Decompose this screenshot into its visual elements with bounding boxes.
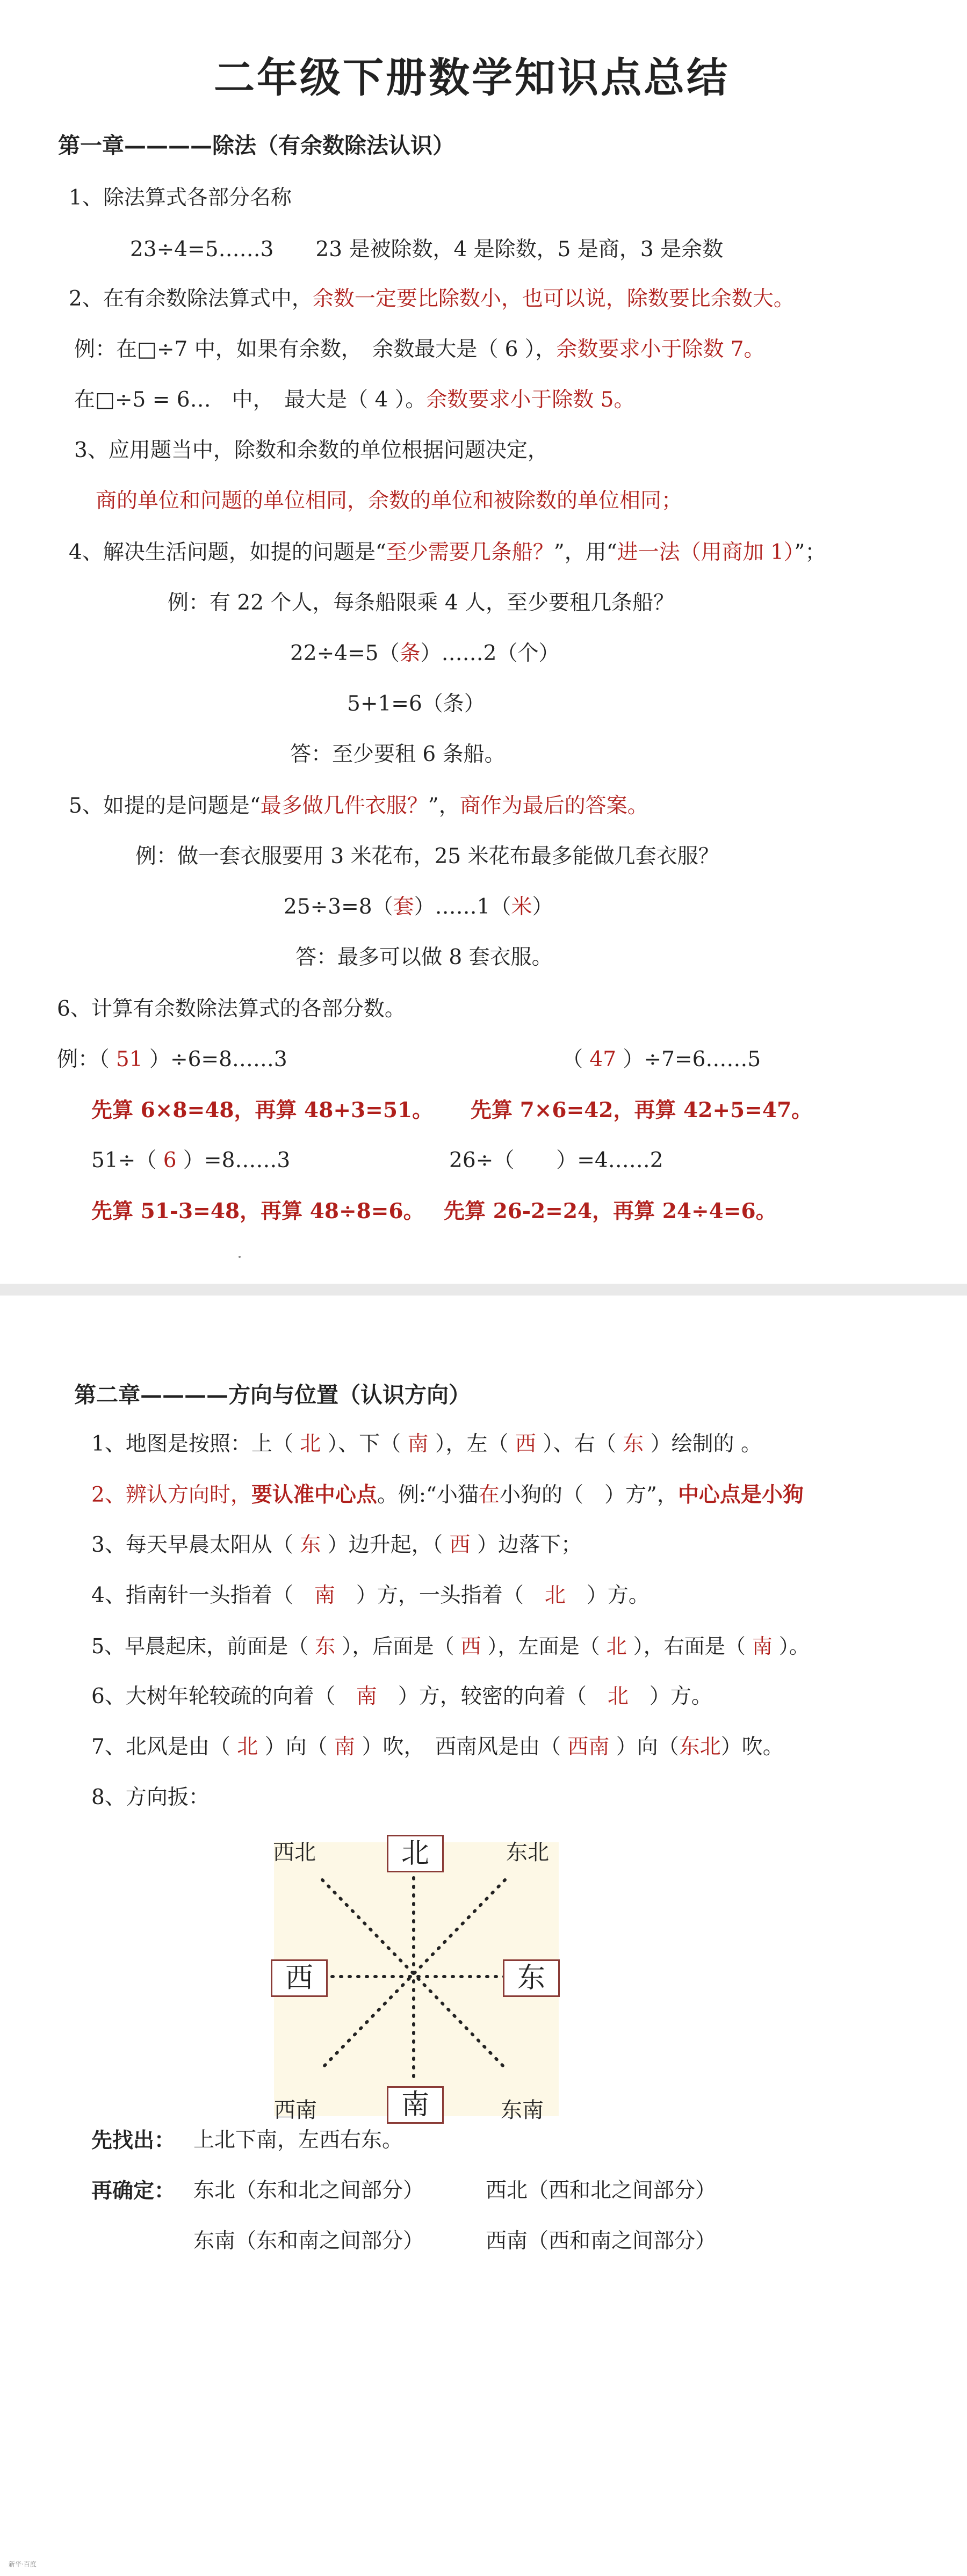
dir-text: ）向（ — [258, 1735, 335, 1759]
dir-highlight: 要认准中心点 — [251, 1482, 377, 1507]
then-confirm-label: 再确定： — [91, 2179, 176, 2203]
dir-text: 3、每天早晨太阳从（ — [91, 1533, 300, 1557]
problem-4-solution: 先算 26-2=24，再算 24÷4=6。 — [444, 1199, 777, 1224]
section-2-prefix: 2、在有余数除法算式中， — [69, 287, 313, 311]
calc-text: ） — [532, 895, 553, 919]
first-find-label: 先找出： — [91, 2128, 176, 2153]
example-a-text: 例：在□÷7 中，如果有余数， 余数最大是（ 6 ）， — [74, 337, 557, 361]
section-3-highlight: 商的单位和问题的单位相同，余数的单位和被除数的单位相同； — [96, 489, 683, 513]
southeast-description: 东南（东和南之间部分） — [193, 2229, 424, 2253]
dir-line-3 — [91, 1531, 582, 1560]
dir-answer: 东 — [300, 1533, 321, 1557]
dir-answer: 南 — [407, 1432, 429, 1456]
problem-2 — [562, 1045, 761, 1074]
northwest-description: 西北（西和北之间部分） — [486, 2179, 717, 2203]
dir-text: ），右面是（ — [626, 1634, 752, 1658]
dir-answer: 东 — [623, 1432, 644, 1456]
example-4-question: 例：有 22 个人，每条船限乘 4 人，至少要租几条船？ — [168, 591, 675, 615]
calc-text: ）……2（个） — [420, 641, 560, 665]
section-5-prefix: 5、如提的是问题是“ — [69, 794, 261, 818]
example-4-calc-2: 5+1=6（条） — [347, 692, 485, 716]
dir-text: ）方。 — [628, 1684, 712, 1709]
section-5-highlight-1: 最多做几件衣服？ — [260, 794, 428, 818]
dir-answer: 南 — [334, 1735, 356, 1759]
compass-diagram — [258, 1832, 569, 2132]
problem-text: ）÷6=8……3 — [149, 1047, 287, 1072]
west-box: 西 — [271, 1959, 328, 1997]
problem-1-solution: 先算 6×8=48，再算 48+3=51。 — [91, 1098, 434, 1123]
dir-answer: 南 — [752, 1634, 773, 1658]
problem-text: 例：（ — [57, 1047, 110, 1072]
dir-text: ）边升起，（ — [321, 1533, 450, 1557]
dir-line-4 — [91, 1581, 650, 1610]
section-5-highlight-2: 商作为最后的答案。 — [459, 794, 648, 818]
section-4-prefix: 4、解决生活问题，如提的问题是“ — [69, 540, 386, 565]
chapter-1-heading: 第一章————除法（有余数除法认识） — [58, 133, 454, 158]
problem-1 — [57, 1045, 287, 1074]
dir-text: 。例:“小猫 — [377, 1483, 479, 1507]
example-5-answer: 答：最多可以做 8 套衣服。 — [295, 945, 553, 969]
dir-answer: 在 — [478, 1483, 500, 1507]
dir-text: ）向（ — [609, 1735, 679, 1759]
dir-answer: 西南 — [567, 1735, 610, 1759]
page-title: 二年级下册数学知识点总结 — [214, 54, 730, 102]
dir-text: ）。 — [772, 1634, 810, 1658]
example-b-highlight: 余数要求小于除数 5。 — [426, 388, 635, 412]
calc-text: ）……1（ — [414, 895, 511, 919]
southeast-label: 东南 — [501, 2098, 544, 2123]
example-5-question: 例：做一套衣服要用 3 米花布，25 米花布最多能做几套衣服？ — [135, 844, 719, 869]
calc-text: 22÷4=5（ — [290, 641, 400, 665]
east-box: 东 — [503, 1959, 560, 1997]
first-find-text: 上北下南，左西右东。 — [193, 2128, 403, 2152]
problem-3 — [91, 1146, 290, 1175]
dir-line-2 — [91, 1480, 804, 1510]
dir-highlight: 中心点是小狗 — [677, 1482, 804, 1507]
dir-text: ）绘制的 。 — [644, 1432, 762, 1456]
calc-unit: 米 — [511, 895, 532, 919]
dir-answer: 西 — [460, 1634, 481, 1658]
dir-answer: 东 — [315, 1634, 336, 1658]
dir-text: 7、北风是由（ — [91, 1735, 237, 1759]
dir-line-1 — [91, 1430, 762, 1459]
problem-text: ）=8……3 — [183, 1148, 291, 1173]
problem-2-solution: 先算 7×6=42，再算 42+5=47。 — [471, 1098, 813, 1123]
example-b-text: 在□÷5 = 6… 中， 最大是（ 4 ）。 — [74, 388, 427, 412]
section-2 — [69, 285, 795, 314]
dir-text: 6、大树年轮较疏的向着（ — [91, 1684, 356, 1709]
example-5-calc — [284, 893, 553, 922]
calc-text: 25÷3=8（ — [284, 895, 393, 919]
dir-text: ），后面是（ — [335, 1634, 461, 1658]
dir-text: ）、下（ — [321, 1432, 408, 1456]
section-4-suffix: ”； — [794, 540, 826, 565]
dir-line-6 — [91, 1682, 712, 1711]
section-3: 3、应用题当中，除数和余数的单位根据问题决定， — [74, 438, 549, 462]
dir-text: ）方。 — [565, 1583, 650, 1608]
page-1 — [0, 0, 967, 1284]
dir-text: 4、指南针一头指着（ — [91, 1583, 314, 1608]
problem-3-solution: 先算 51-3=48，再算 48÷8=6。 — [91, 1199, 424, 1224]
section-6: 6、计算有余数除法算式的各部分数。 — [57, 997, 406, 1021]
chapter-2-heading: 第二章————方向与位置（认识方向） — [74, 1382, 471, 1408]
dir-text: 2、辨认方向时， — [91, 1483, 251, 1507]
dir-answer: 北 — [606, 1634, 627, 1658]
dir-text: ）边落下； — [470, 1533, 582, 1557]
problem-text: （ — [562, 1047, 583, 1072]
section-2-highlight: 余数一定要比除数小，也可以说，除数要比余数大。 — [312, 287, 795, 311]
section-1-title: 1、除法算式各部分名称 — [69, 186, 292, 210]
dir-text: 1、地图是按照：上（ — [91, 1432, 300, 1456]
problem-text: 51÷（ — [91, 1148, 157, 1173]
section-5-mid: ”， — [428, 794, 460, 818]
calc-unit: 套 — [393, 895, 414, 919]
section-4-mid: ”，用“ — [553, 540, 617, 565]
problem-text: ）÷7=6……5 — [623, 1047, 761, 1072]
section-1-example: 23÷4=5……3 23 是被除数，4 是除数，5 是商，3 是余数 — [130, 237, 724, 262]
dir-answer: 东北 — [679, 1735, 721, 1759]
footer-watermark: 新华·百度 — [9, 2560, 37, 2568]
dir-text: ）、右（ — [536, 1432, 623, 1456]
dir-text: ）吹， 西南风是由（ — [355, 1735, 568, 1759]
dir-answer: 北 — [237, 1735, 258, 1759]
example-4-calc-1 — [290, 639, 559, 668]
dir-answer: 西 — [515, 1432, 536, 1456]
dir-line-8: 8、方向扳： — [91, 1785, 210, 1810]
section-5 — [69, 792, 648, 821]
dir-text: ），左面是（ — [481, 1634, 607, 1658]
example-4-answer: 答：至少要租 6 条船。 — [290, 742, 506, 766]
example-a — [74, 335, 765, 364]
section-4-highlight-2: 进一法（用商加 1） — [617, 540, 795, 565]
dir-answer: 北 — [300, 1432, 321, 1456]
example-b — [74, 386, 634, 415]
dir-answer: 南 — [356, 1684, 377, 1709]
calc-unit: 条 — [399, 641, 421, 665]
dir-text: ）方，较密的向着（ — [377, 1684, 608, 1709]
northeast-description: 东北（东和北之间部分） — [193, 2179, 424, 2203]
problem-answer: 6 — [156, 1148, 183, 1173]
problem-answer: 51 — [109, 1047, 149, 1072]
dir-text: 小狗的（ ）方”， — [499, 1483, 678, 1507]
south-box: 南 — [387, 2086, 444, 2124]
scan-speck — [239, 1256, 241, 1258]
problem-answer: 47 — [583, 1047, 623, 1072]
northeast-label: 东北 — [506, 1840, 549, 1865]
dir-text: 5、早晨起床，前面是（ — [91, 1634, 315, 1658]
problem-4: 26÷（ ）=4……2 — [449, 1148, 663, 1173]
dir-line-7 — [91, 1733, 784, 1762]
dir-text: ）吹。 — [720, 1735, 784, 1759]
dir-text: ）方，一头指着（ — [335, 1583, 545, 1608]
dir-line-5 — [91, 1632, 810, 1661]
dir-answer: 北 — [607, 1684, 629, 1709]
section-4-highlight-1: 至少需要几条船？ — [386, 540, 554, 565]
north-box: 北 — [387, 1835, 444, 1872]
northwest-label: 西北 — [273, 1840, 316, 1865]
section-4 — [69, 538, 826, 567]
dir-answer: 南 — [314, 1583, 335, 1608]
dir-text: ），左（ — [428, 1432, 515, 1456]
example-a-highlight: 余数要求小于除数 7。 — [556, 337, 765, 361]
dir-answer: 西 — [449, 1533, 471, 1557]
southwest-label: 西南 — [274, 2098, 317, 2123]
dir-answer: 北 — [544, 1583, 566, 1608]
southwest-description: 西南（西和南之间部分） — [486, 2229, 717, 2253]
